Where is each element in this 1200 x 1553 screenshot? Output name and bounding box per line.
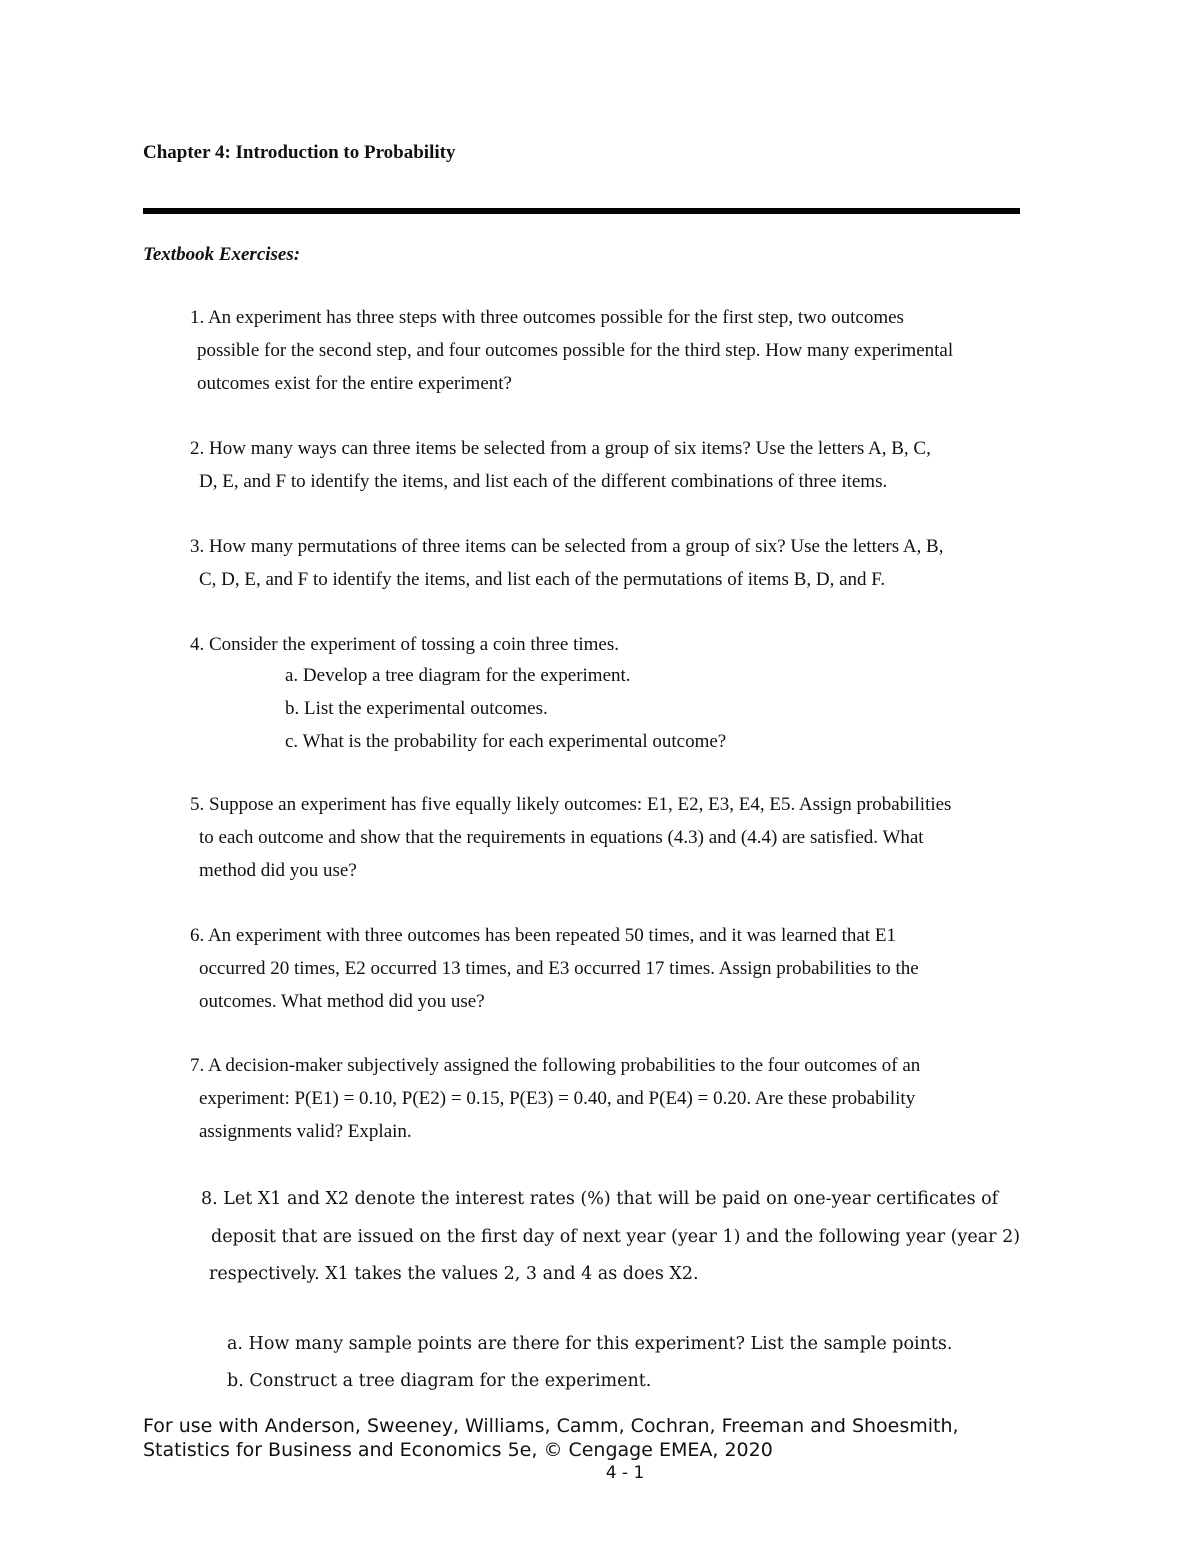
- page-footer: [143, 1414, 959, 1462]
- exercise-8-line-3: respectively. X1 takes the values 2, 3 and 4 as does X2.: [209, 1264, 699, 1284]
- section-heading: Textbook Exercises:: [143, 244, 301, 265]
- exercise-7-line-2: experiment: P(E1) = 0.10, P(E2) = 0.15, P(E3) = 0.40, and P(E4) = 0.20. Are these probability: [199, 1088, 916, 1109]
- page-number: 4 - 1: [605, 1463, 645, 1483]
- footer-citation-line-1: For use with Anderson, Sweeney, Williams, Camm, Cochran, Freeman and Shoesmith,: [143, 1415, 959, 1437]
- title-divider: [143, 208, 1020, 214]
- exercise-6-line-2: occurred 20 times, E2 occurred 13 times, and E3 occurred 17 times. Assign probabilities to the: [199, 958, 919, 979]
- exercise-5-line-3: method did you use?: [199, 860, 357, 881]
- exercise-8-part-b: b. Construct a tree diagram for the experiment.: [227, 1371, 652, 1391]
- exercise-8-part-a: a. How many sample points are there for this experiment? List the sample points.: [227, 1334, 953, 1354]
- exercise-2-line-1: 2. How many ways can three items be selected from a group of six items? Use the letters A, B, C,: [190, 438, 931, 459]
- exercise-4-part-a: a. Develop a tree diagram for the experiment.: [285, 665, 631, 686]
- exercise-4-part-b: b. List the experimental outcomes.: [285, 698, 548, 719]
- exercise-5-line-2: to each outcome and show that the requirements in equations (4.3) and (4.4) are satisfied. What: [199, 827, 924, 848]
- exercise-7-line-1: 7. A decision-maker subjectively assigned the following probabilities to the four outcomes of an: [190, 1055, 921, 1076]
- exercise-3-line-2: C, D, E, and F to identify the items, and list each of the permutations of items B, D, and F.: [199, 569, 886, 590]
- exercise-1-line-2: possible for the second step, and four outcomes possible for the third step. How many experimental: [197, 340, 954, 361]
- exercise-7-line-3: assignments valid? Explain.: [199, 1121, 412, 1142]
- exercise-6-line-3: outcomes. What method did you use?: [199, 991, 485, 1012]
- exercise-8-line-1: 8. Let X1 and X2 denote the interest rates (%) that will be paid on one-year certificates of: [201, 1189, 999, 1209]
- footer-citation-line-2: Statistics for Business and Economics 5e, © Cengage EMEA, 2020: [143, 1439, 773, 1461]
- chapter-title: Chapter 4: Introduction to Probability: [143, 142, 456, 163]
- exercise-4-part-c: c. What is the probability for each experimental outcome?: [285, 731, 727, 752]
- exercise-2-line-2: D, E, and F to identify the items, and list each of the different combinations of three items.: [199, 471, 888, 492]
- exercise-3-line-1: 3. How many permutations of three items can be selected from a group of six? Use the letters A, B,: [190, 536, 944, 557]
- exercise-5-line-1: 5. Suppose an experiment has five equally likely outcomes: E1, E2, E3, E4, E5. Assign probabilities: [190, 794, 952, 815]
- exercise-1-line-3: outcomes exist for the entire experiment?: [197, 373, 512, 394]
- exercise-6-line-1: 6. An experiment with three outcomes has been repeated 50 times, and it was learned that E1: [190, 925, 896, 946]
- exercise-1-line-1: 1. An experiment has three steps with three outcomes possible for the first step, two outcomes: [190, 307, 904, 328]
- exercise-4-line-1: 4. Consider the experiment of tossing a coin three times.: [190, 634, 619, 655]
- exercise-8-line-2: deposit that are issued on the first day of next year (year 1) and the following year (year 2): [211, 1227, 1021, 1247]
